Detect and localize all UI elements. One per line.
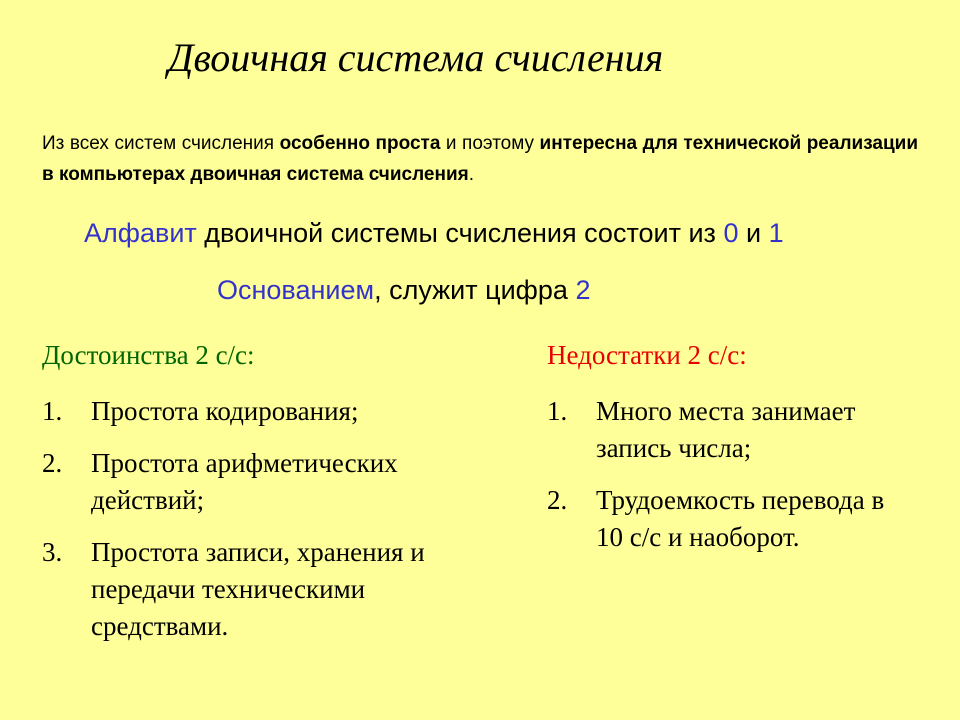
alphabet-digit-0: 0	[723, 218, 739, 248]
list-item-text: Много места занимает запись числа;	[596, 396, 856, 463]
disadvantages-heading: Недостатки 2 с/с:	[547, 340, 747, 370]
alphabet-and: и	[738, 218, 769, 248]
disadvantages-list	[547, 393, 917, 571]
advantages-list	[42, 393, 482, 660]
list-item	[547, 482, 917, 556]
base-digit: 2	[575, 275, 591, 305]
intro-text-2: и поэтому	[440, 133, 540, 154]
intro-text-1: Из всех систем счисления	[42, 133, 280, 154]
list-item	[42, 393, 482, 430]
list-item-number: 1.	[547, 396, 568, 426]
list-item	[547, 393, 917, 467]
list-item-text: Простота арифметических действий;	[91, 448, 398, 515]
intro-paragraph	[42, 128, 918, 190]
list-item-text: Простота кодирования;	[91, 396, 359, 426]
slide-title: Двоичная система счисления	[168, 35, 664, 80]
intro-bold-1: особенно проста	[279, 133, 441, 154]
intro-text-3: .	[468, 164, 474, 185]
base-text: , служит цифра	[374, 275, 576, 305]
base-term: Основанием	[217, 275, 375, 305]
alphabet-digit-1: 1	[768, 218, 784, 248]
list-item-number: 2.	[547, 485, 568, 515]
alphabet-term: Алфавит	[84, 218, 197, 248]
intro-bold-2: интересна для технической реализации в компьютерах двоичная система счисления	[42, 133, 918, 185]
list-item-text: Трудоемкость перевода в 10 с/с и наоборот.	[596, 485, 885, 552]
alphabet-line	[84, 218, 784, 249]
advantages-heading: Достоинства 2 с/с:	[42, 340, 255, 370]
list-item-number: 3.	[42, 537, 63, 567]
list-item-text: Простота записи, хранения и передачи техническими средствами.	[91, 537, 425, 641]
list-item	[42, 445, 482, 519]
base-line	[217, 275, 590, 306]
list-item-number: 2.	[42, 448, 63, 478]
list-item-number: 1.	[42, 396, 63, 426]
alphabet-text: двоичной системы счисления состоит из	[196, 218, 724, 248]
list-item	[42, 534, 482, 645]
